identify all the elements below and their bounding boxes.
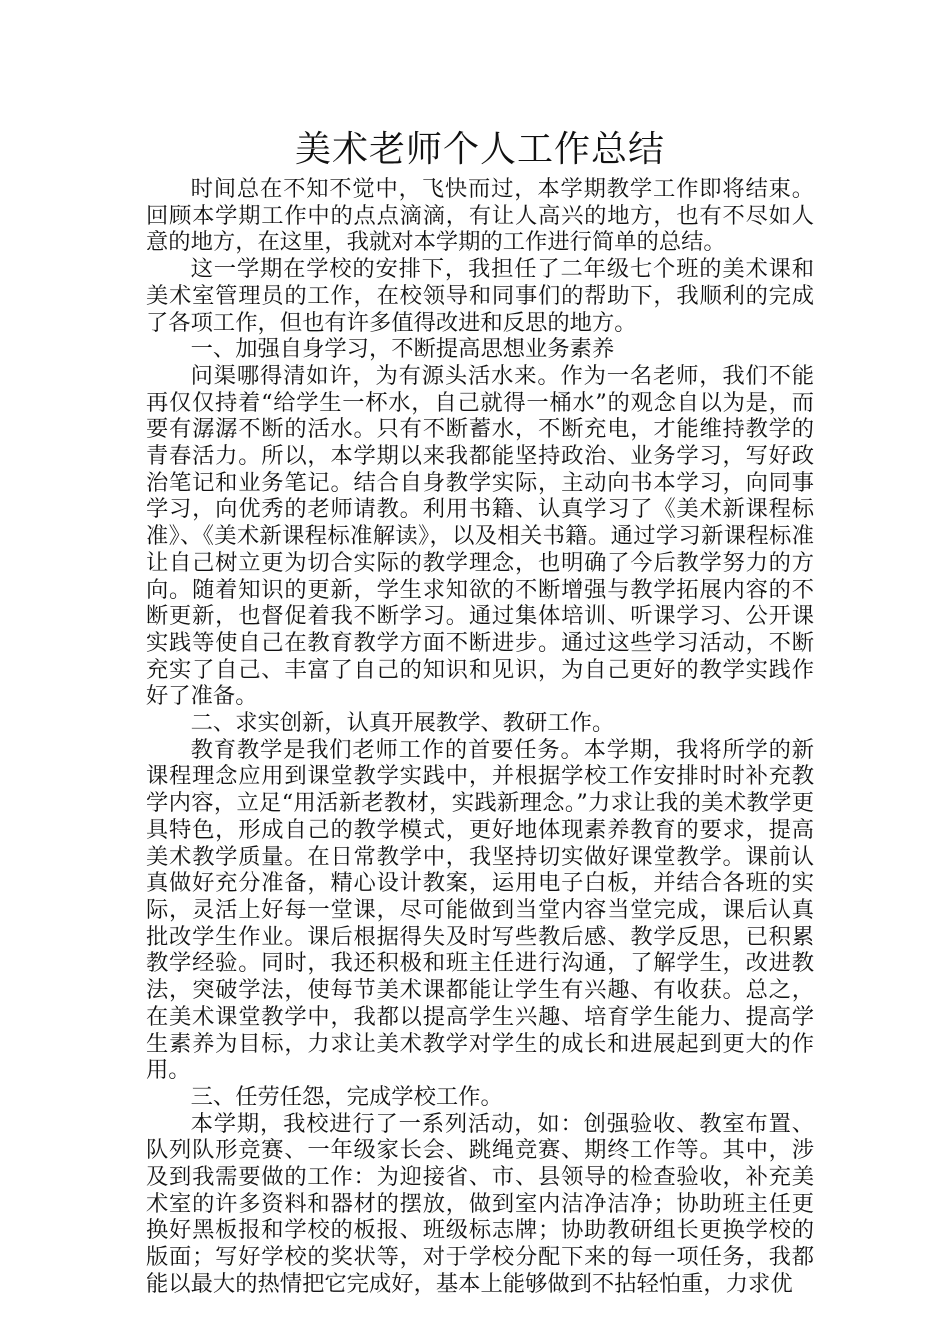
paragraph-duties: 这一学期在学校的安排下，我担任了二年级七个班的美术课和美术室管理员的工作，在校领导和同事们的帮助下，我顺利的完成了各项工作，但也有许多值得改进和反思的地方。 — [146, 256, 814, 336]
paragraph-school-work: 本学期，我校进行了一系列活动，如：创强验收、教室布置、队列队形竞赛、一年级家长会、跳绳竞赛、期终工作等。其中，涉及到我需要做的工作：为迎接省、市、县领导的检查验收，补充美术室的许多资料和器材的摆放，做到室内洁净洁净；协助班主任更换好黑板报和学校的板报、班级标志牌；协助教研组长更换学校的版面；写好学校的奖状等，对于学校分配下来的每一项任务，我都能以最大的热情把它完成好，基本上能够做到不拈轻怕重，力求优 — [146, 1110, 814, 1297]
paragraph-self-study: 问渠哪得清如许，为有源头活水来。作为一名老师，我们不能再仅仅持着“给学生一杯水，自己就得一桶水”的观念自以为是，而要有潺潺不断的活水。只有不断蓄水，不断充电，才能维持教学的青春活力。所以，本学期以来我都能坚持政治、业务学习，写好政治笔记和业务笔记。结合自身教学实际，主动向书本学习，向同事学习，向优秀的老师请教。利用书籍、认真学习了《美术新课程标准》、《美术新课程标准解读》，以及相关书籍。通过学习新课程标准让自己树立更为切合实际的教学理念，也明确了今后教学努力的方向。随着知识的更新，学生求知欲的不断增强与教学拓展内容的不断更新，也督促着我不断学习。通过集体培训、听课学习、公开课实践等使自己在教育教学方面不断进步。通过这些学习活动，不断充实了自己、丰富了自己的知识和见识，为自己更好的教学实践作好了准备。 — [146, 362, 814, 710]
document-body — [146, 128, 814, 1298]
paragraph-intro: 时间总在不知不觉中，飞快而过，本学期教学工作即将结束。回顾本学期工作中的点点滴滴，有让人高兴的地方，也有不尽如人意的地方，在这里，我就对本学期的工作进行简单的总结。 — [146, 176, 814, 256]
section-heading-1: 一、加强自身学习，不断提高思想业务素养 — [190, 336, 615, 363]
paragraph-teaching: 教育教学是我们老师工作的首要任务。本学期，我将所学的新课程理念应用到课堂教学实践中，并根据学校工作安排时时补充教学内容，立足“用活新老教材，实践新理念。”力求让我的美术教学更具特色，形成自己的教学模式，更好地体现素养教育的要求，提高美术教学质量。在日常教学中，我坚持切实做好课堂教学。课前认真做好充分准备，精心设计教案，运用电子白板，并结合各班的实际，灵活上好每一堂课，尽可能做到当堂内容当堂完成，课后认真批改学生作业。课后根据得失及时写些教后感、教学反思，已积累教学经验。同时，我还积极和班主任进行沟通，了解学生，改进教法，突破学法，使每节美术课都能让学生有兴趣、有收获。总之，在美术课堂教学中，我都以提高学生兴趣、培育学生能力、提高学生素养为目标，力求让美术教学对学生的成长和进展起到更大的作用。 — [146, 736, 814, 1084]
section-heading-3: 三、任劳任怨，完成学校工作。 — [190, 1083, 503, 1110]
document-title: 美术老师个人工作总结 — [294, 129, 665, 170]
section-heading-2: 二、求实创新，认真开展教学、教研工作。 — [190, 710, 615, 737]
